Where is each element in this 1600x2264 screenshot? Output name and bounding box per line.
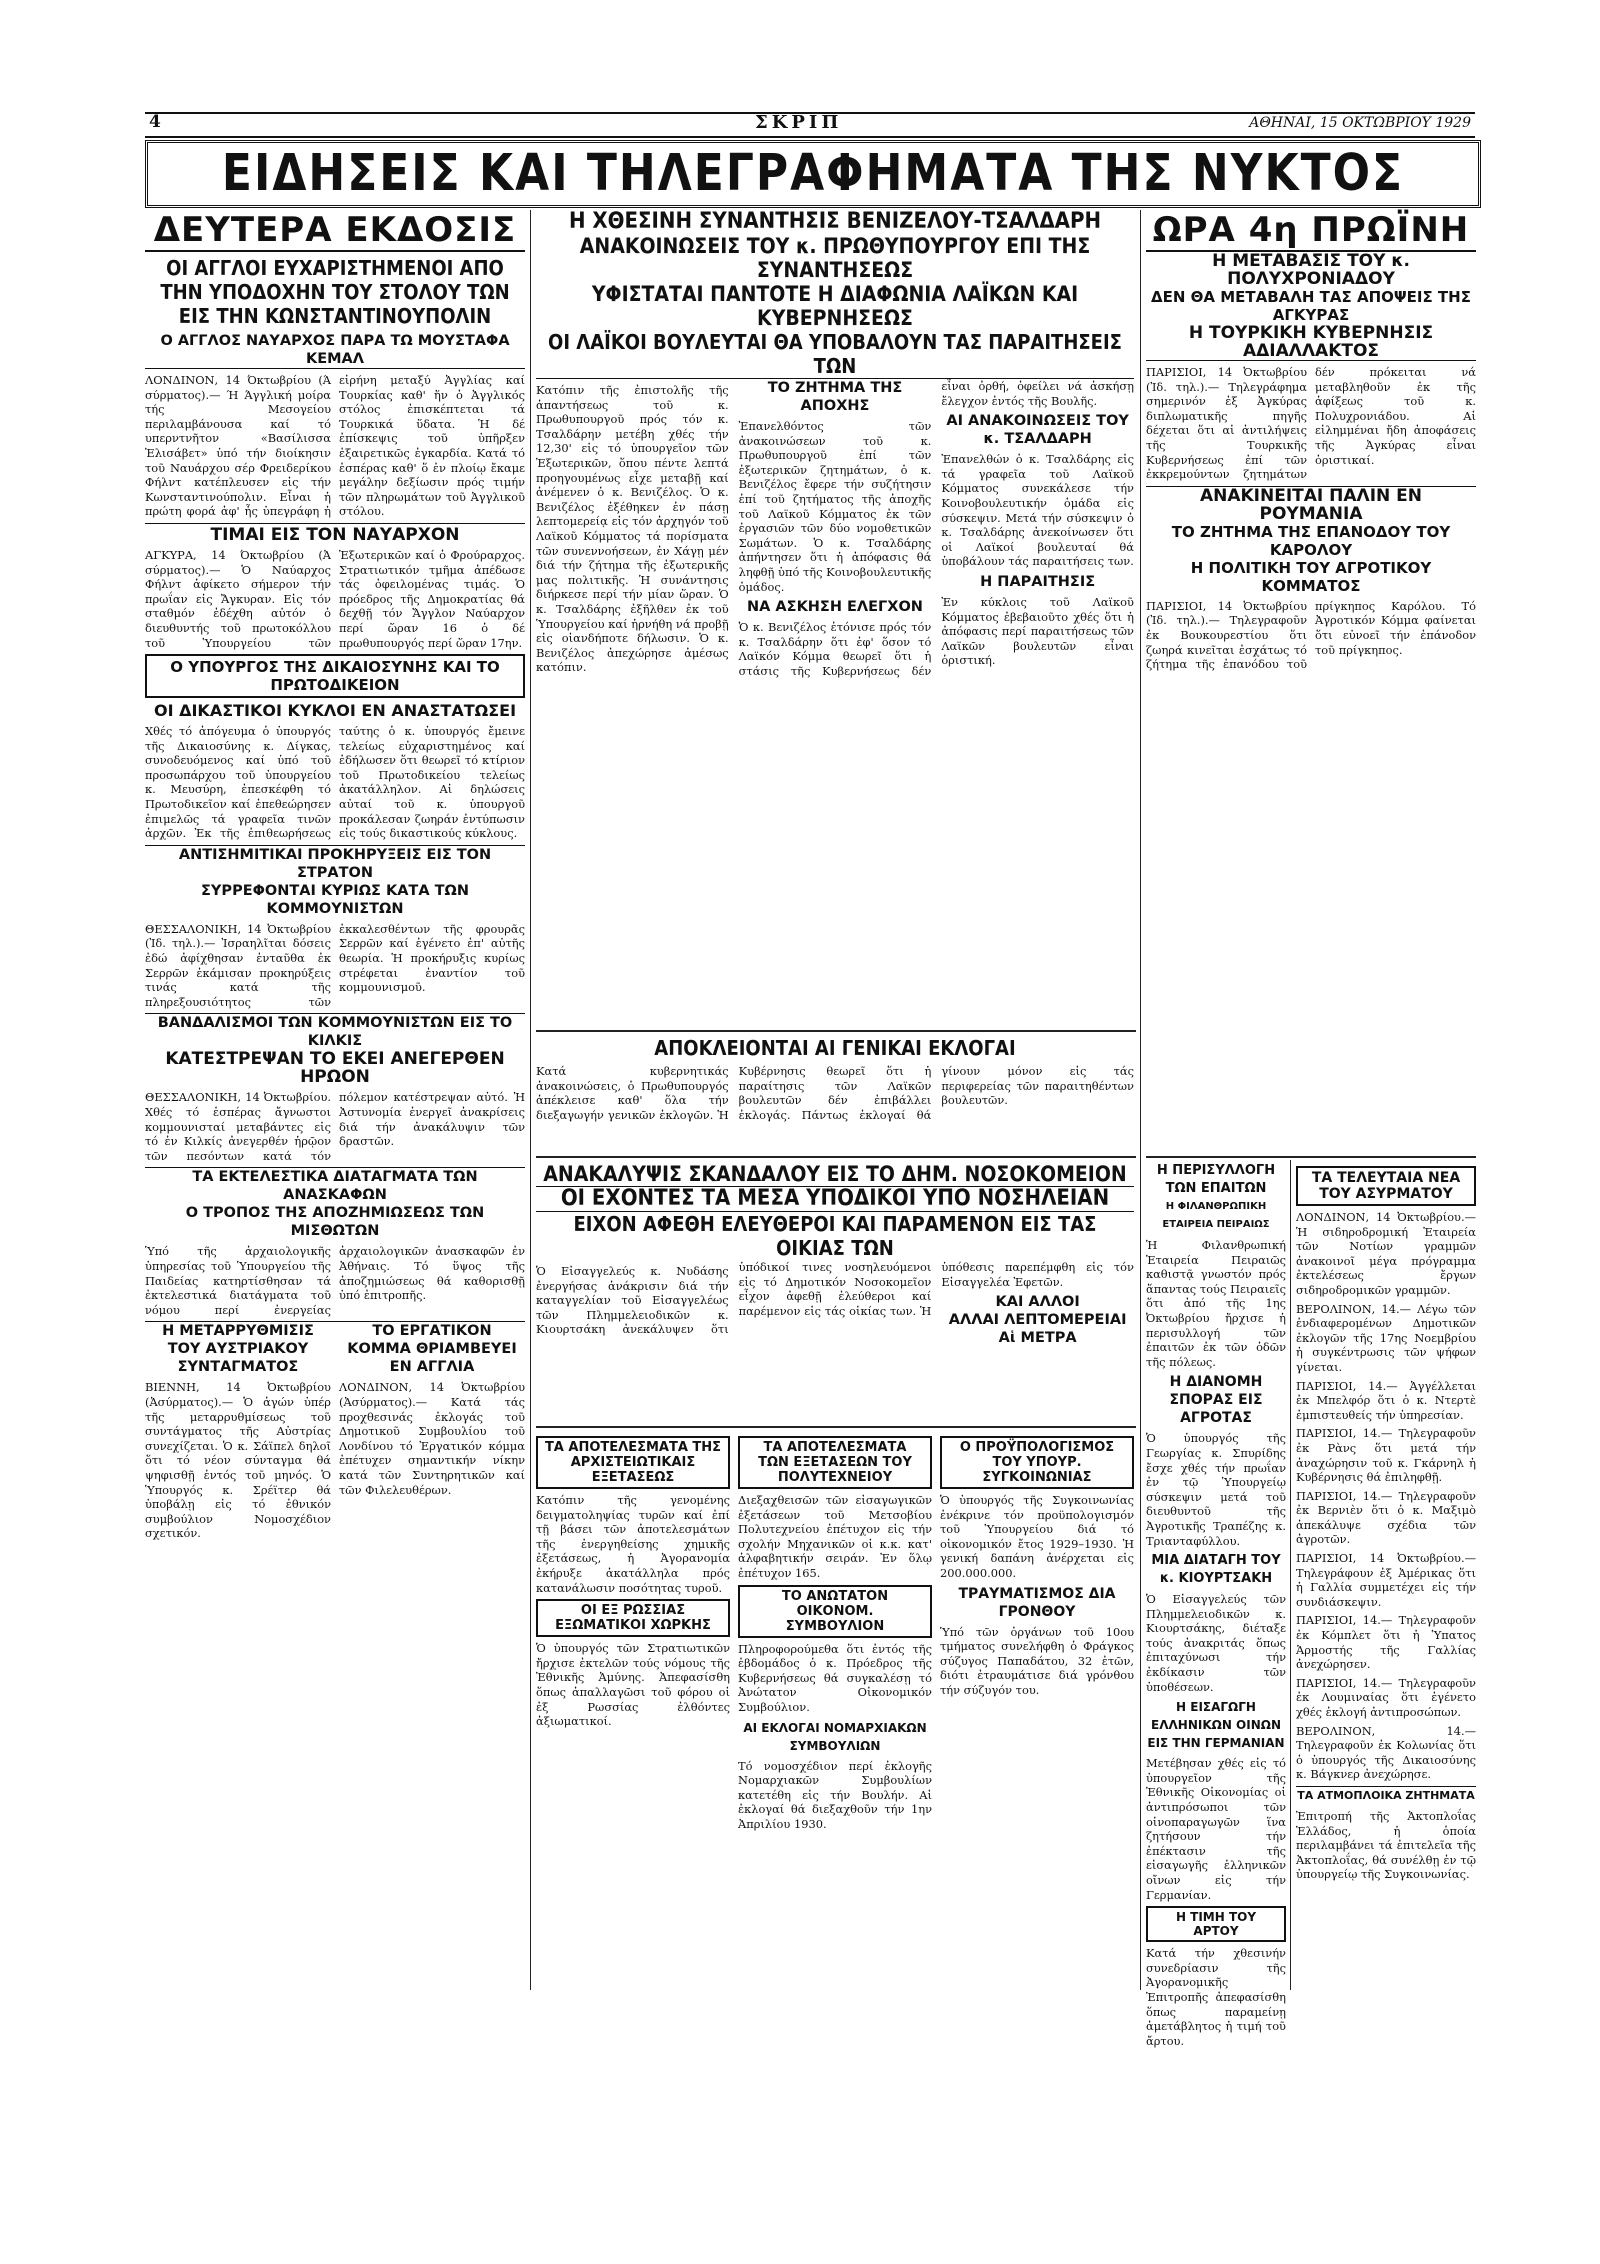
article-text: Ἐπανελθόντος τῶν ἀνακοινώσεων τοῦ κ. Πρωθυπουργοῦ ἐπί τῶν ἐξωτερικῶν ζητημάτων, ὁ κ. Βενιζέλος ἔφερε τήν συζήτησιν ἐπί τοῦ ζητήματος τῆς ἀποχῆς τοῦ Λαϊκοῦ Κόμματος ἐκ τῶν ἐργασιῶν τῶν δύο νομοθετικῶν Σωμάτων. Ὁ κ. Τσαλδάρης ἀπήντησεν ὅτι ἡ ἀπόφασις θά ληφθῇ ὑπό τῆς Κοινοβουλευτικῆς ὁμάδος. <box>738 419 932 594</box>
headline: Η ΜΕΤΑΒΑΣΙΣ ΤΟΥ κ. ΠΟΛΥΧΡΟΝΙΑΔΟΥ <box>1212 251 1410 289</box>
article-text: Πληροφορούμεθα ὅτι ἐντός τῆς ἑβδομάδος ὁ κ. Πρόεδρος τῆς Κυβερνήσεως θά συγκαλέσῃ τό Ἀνώτατον Οἰκονομικόν Συμβούλιον. <box>738 1641 932 1714</box>
headline: ΑΙ ΕΚΛΟΓΑΙ ΝΟΜΑΡΧΙΑΚΩΝ ΣΥΜΒΟΥΛΙΩΝ <box>743 1720 927 1753</box>
subheadline: ΟΙ ΛΑΪΚΟΙ ΒΟΥΛΕΥΤΑΙ ΘΑ ΥΠΟΒΑΛΟΥΝ ΤΑΣ ΠΑΡΑΙΤΗΣΕΙΣ ΤΩΝ <box>536 330 1134 379</box>
paper-name: ΣΚΡΙΠ <box>755 112 843 133</box>
article-text: Τό νομοσχέδιον περί ἐκλογῆς Νομαρχιακῶν Συμβουλίων κατετέθη εἰς τήν Βουλήν. Αἱ ἐκλογαί θά διεξαχθοῦν τήν 1ην Ἀπριλίου 1930. <box>738 1758 932 1831</box>
article-text: ΒΕΡΟΛΙΝΟΝ, 14.— Τηλεγραφοῦν ἐκ Κολωνίας ὅτι ὁ ὑπουργός τῆς Δικαιοσύνης κ. Βάγκνερ ἀνεχώρησε. <box>1296 1723 1476 1782</box>
issue-date: ΑΘΗΝΑΙ, 15 ΟΚΤΩΒΡΙΟΥ 1929 <box>1249 115 1471 131</box>
article-text: Κατόπιν τῆς γενομένης δειγματοληψίας τυρῶν καί ἐπί τῇ βάσει τῶν ἀποτελεσμάτων τῆς ἐνεργηθείσης χημικῆς ἐξετάσεως, ἡ Ἀγορανομία ἐκήρυξε ἀκατάλληλα πρός κατανάλωσιν ποσότητας τυροῦ. <box>536 1493 730 1595</box>
article-text: Κατά κυβερνητικάς ἀνακοινώσεις, ὁ Πρωθυπουργός ἀπέκλεισε καθ' ὅλα τήν διεξαγωγήν γενικῶν ἐκλογῶν. Ἡ Κυβέρνησις θεωρεῖ ὅτι ἡ παραίτησις τῶν Λαϊκῶν βουλευτῶν δέν ἐπιβάλλει ἐκλογάς. Πάντως ἐκλογαί θά γίνουν μόνον εἰς τάς περιφερείας τῶν παραιτηθέντων βουλευτῶν. <box>536 1064 1134 1122</box>
article-text: ΒΙΕΝΝΗ, 14 Ὀκτωβρίου (Ἀσύρματος).— Ὁ ἀγών ὑπέρ τῆς μεταρρυθμίσεως τοῦ συντάγματος τῆς Αὐστρίας συνεχίζεται. Ὁ κ. Σάϊπελ δηλοῖ ὅτι τό νέον σύνταγμα θά ψηφισθῇ ἐντός τοῦ μηνός. Ὁ Ὑπουργός κ. Σρέϊτερ θά ὑποβάλῃ εἰς τό ἐθνικόν συμβούλιον Νομοσχέδιον σχετικόν. <box>145 1380 331 1541</box>
column-right-lower <box>1146 1162 1286 2048</box>
headline-box: Ο ΥΠΟΥΡΓΟΣ ΤΗΣ ΔΙΚΑΙΟΣΥΝΗΣ ΚΑΙ ΤΟ ΠΡΩΤΟΔΙΚΕΙΟΝ <box>145 654 525 698</box>
article-text: ΠΑΡΙΣΙΟΙ, 14 Ὀκτωβρίου (Ἰδ. τηλ.).— Τηλεγραφοῦν ἐκ Βουκουρεστίου ὅτι ζωηρά κινεῖται ἐσχάτως τό ζήτημα τῆς ἐπανόδου τοῦ πρίγκηπος Καρόλου. Τό Ἀγροτικόν Κόμμα φαίνεται ὅτι εὐνοεῖ τήν ἐπάνοδον τοῦ πρίγκηπος. <box>1146 598 1476 672</box>
headline: ΑΛΛΑΙ ΛΕΠΤΟΜΕΡΕΙΑΙ <box>948 1312 1127 1329</box>
subheadline: ΟΙ ΕΧΟΝΤΕΣ ΤΑ ΜΕΣΑ ΥΠΟΔΙΚΟΙ ΥΠΟ ΝΟΣΗΛΕΙΑΝ <box>536 1186 1134 1212</box>
subheadline: Η ΤΟΥΡΚΙΚΗ ΚΥΒΕΡΝΗΣΙΣ ΑΔΙΑΛΛΑΚΤΟΣ <box>1146 324 1476 361</box>
article-text: Ὑπό τῆς ἀρχαιολογικῆς ὑπηρεσίας τοῦ Ὑπουργείου τῆς Παιδείας κατηρτίσθησαν τά ἐκτελεστικά διατάγματα τοῦ νόμου περί ἐνεργείας ἀρχαιολογικῶν ἀνασκαφῶν ἐν Ἀθήναις. Τό ὕψος τῆς ἀποζημιώσεως θά καθορισθῇ ὑπό ἐπιτροπῆς. <box>145 1244 525 1317</box>
article-text: Ὁ ὑπουργός τῆς Συγκοινωνίας ἐνέκρινε τόν προϋπολογισμόν τοῦ Ὑπουργείου διά τό οἰκονομικόν ἔτος 1929–1930. Ἡ γενική δαπάνη ἀνέρχεται εἰς 200.000.000. <box>940 1493 1134 1580</box>
headline: Η ΜΕΤΑΡΡΥΘΜΙΣΙΣ ΤΟΥ ΑΥΣΤΡΙΑΚΟΥ ΣΥΝΤΑΓΜΑΤΟΣ <box>162 1323 314 1376</box>
headline: ΜΙΑ ΔΙΑΤΑΓΗ ΤΟΥ κ. ΚΙΟΥΡΤΣΑΚΗ <box>1151 1553 1281 1587</box>
subheadline: Η ΠΟΛΙΤΙΚΗ ΤΟΥ ΑΓΡΟΤΙΚΟΥ ΚΟΜΜΑΤΟΣ <box>1190 558 1432 595</box>
main-banner <box>145 140 1481 208</box>
article-text: Κατόπιν τῆς ἐπιστολῆς τῆς ἀπαντήσεως τοῦ κ. Πρωθυπουργοῦ πρός τόν κ. Τσαλδάρην μετέβη χθές τήν 12,30' εἰς τό ὑπουργεῖον τῶν Ἐξωτερικῶν, ὅπου πέντε λεπτά προηγουμένως εἶχε μεταβῇ καί ἀνέμενεν ὁ κ. Βενιζέλος. Ὁ κ. Βενιζέλος ἐξέθηκεν ἐν πάσῃ λεπτομερείᾳ εἰς τόν ἀρχηγόν τοῦ Λαϊκοῦ Κόμματος τά πορίσματα τῶν συνεννοήσεων, ἐν Χάγῃ μέν διά τήν ζήτημα τῆς ἐξωτερικῆς μας πολιτικῆς. Ἡ συνάντησις διήρκεσε περί τήν μίαν ὥραν. Ὁ κ. Τσαλδάρης ἐξῆλθεν ἐκ τοῦ Ὑπουργείου καί ἠρνήθη νά προβῇ εἰς οἱανδήποτε δήλωσιν. Ὁ κ. Βενιζέλος ἀπεχώρησε ἀμέσως κατόπιν. <box>536 383 729 675</box>
article-text: ΠΑΡΙΣΙΟΙ, 14.— Τηλεγραφοῦν ἐκ Βερνιὲν ὅτι ὁ κ. Μαξιμὸ ἀπεκάλυψε σχέδια τῶν ἀγροτῶν. <box>1296 1488 1476 1547</box>
headline: Αἱ ΜΕΤΡΑ <box>998 1330 1077 1347</box>
article-columns <box>536 1260 1134 1347</box>
section-rule <box>536 1426 1136 1428</box>
article-text: ΠΑΡΙΣΙΟΙ, 14 Ὀκτωβρίου (Ἰδ. τηλ.).— Τηλεγράφημα σημερινόν ἐξ Ἀγκύρας διπλωματικῆς πηγῆς δέχεται ὅτι αἱ ἀντιλήψεις τῆς Τουρκικῆς Κυβερνήσεως ἐπί τῶν ἐκκρεμούντων ζητημάτων δέν πρόκειται νά μεταβληθοῦν ἐκ τῆς ἀφίξεως τοῦ κ. Πολυχρονιάδου. Αἱ εἰλημμέναι ἤδη ἀποφάσεις τῆς Ἀγκύρας εἶναι ὁριστικαί. <box>1146 365 1476 482</box>
headline: ΑΝΑΚΑΛΥΨΙΣ ΣΚΑΝΔΑΛΟΥ ΕΙΣ ΤΟ ΔΗΜ. ΝΟΣΟΚΟΜΕΙΟΝ <box>543 1162 1127 1186</box>
headline-box: ΤΑ ΑΠΟΤΕΛΕΣΜΑΤΑ ΤΗΣ ΑΡΧΙΣΤΕΙΩΤΙΚΑΙΣ ΕΞΕΤΑΣΕΩΣ <box>536 1436 730 1489</box>
article-text: ΛΟΝΔΙΝΟΝ, 14 Όκτωβρίου (Ά σύρματος).— Ή Άγγλική μοίρα τής Μεσογείου περιλαμβάνουσα καί τό υπερντνῆτον «Βασίλισσα Ἐλισάβετ» ὑπό τήν διοίκησιν τοῦ Ναυάρχου σέρ Φρειδερίκου Φήλντ κατέπλευσεν εἰς τήν Κωνσταντινούπολιν. Εἶναι ἡ πρώτη φορά ἀφ' ἧς ὑπεγράφη ἡ εἰρήνη μεταξύ Ἀγγλίας καί Τουρκίας καθ' ἥν ὁ Ἀγγλικός στόλος ἐπισκέπτεται τά Τουρκικά ὕδατα. Ἡ δέ ἐπίσκεψις τοῦ ὑπῆρξεν ἐξαιρετικῶς ἐγκαρδία. Κατά τό ἑσπέρας καθ' ὅ ἐν πλοίῳ ἔκαμε μεγάλην δεξίωσιν πρός τιμήν τῶν πληρωμάτων τοῦ Ἀγγλικοῦ στόλου. <box>145 373 525 519</box>
headline-box: Ο ΠΡΟΫΠΟΛΟΓΙΣΜΟΣ ΤΟΥ ΥΠΟΥΡ. ΣΥΓΚΟΙΝΩΝΙΑΣ <box>940 1436 1134 1489</box>
section-rule <box>536 1030 1136 1032</box>
article-text: ΑΓΚΥΡΑ, 14 Όκτωβρίου (Ἀ σύρματος).— Ὁ Ναύαρχος Φήλντ ἀφίκετο σήμερον τήν πρωΐαν εἰς Ἄγκυραν. Εἰς τόν σταθμόν ἐδέχθη αὐτόν ὁ διευθυντής τοῦ πρωτοκόλλου τοῦ Ὑπουργείου τῶν Ἐξωτερικῶν καί ὁ Φρούραρχος. Στρατιωτικόν τμῆμα ἀπέδωσε τάς ὀφειλομένας τιμάς. Ὁ πρόεδρος τῆς Δημοκρατίας θά δεχθῇ τόν Ἄγγλον Ναύαρχον περί ὥραν 16 ὁ δέ πρωθυπουργός περί ὥραν 17ην. <box>145 547 525 650</box>
headline: ΤΡΑΥΜΑΤΙΣΜΟΣ ΔΙΑ ΓΡΟΝΘΟΥ <box>958 1585 1116 1620</box>
main-title: ΕΙΔΗΣΕΙΣ ΚΑΙ ΤΗΛΕΓΡΑΦΗΜΑΤΑ ΤΗΣ ΝΥΚΤΟΣ <box>221 144 1405 203</box>
article-columns <box>536 379 1134 679</box>
article-text: Ὁ Εἰσαγγελεύς κ. Νυδάσης ἐνεργήσας ἀνάκρισιν διά τήν καταγγελίαν τοῦ Εἰσαγγελέως τῶν Πλημμελειοδικῶν κ. Κιουρτσάκη ἀνεκάλυψεν ὅτι ὑπόδικοί τινες νοσηλευόμενοι εἰς τό Δημοτικόν Νοσοκομεῖον εἶχον ἀφεθῇ ἐλεύθεροι καί παρέμενον εἰς τάς οἰκίας των. Ἡ ὑπόθεσις παρεπέμφθη εἰς τόν Εἰσαγγελέα Ἐφετῶν. <box>536 1260 1134 1337</box>
article-text: Ὁ ὑπουργός τῆς Γεωργίας κ. Σπυρίδης ἔσχε χθές τήν πρωΐαν ἐν τῷ Ὑπουργείῳ σύσκεψιν μετά τοῦ διευθυντοῦ τῆς Ἀγροτικῆς Τραπέζης κ. Τριανταφύλλου. <box>1146 1431 1286 1548</box>
section-rule <box>1146 1156 1476 1158</box>
headline: ΤΟ ΕΡΓΑΤΙΚΟΝ ΚΟΜΜΑ ΘΡΙΑΜΒΕΥΕΙ ΕΝ ΑΓΓΛΙΑ <box>347 1323 517 1376</box>
subheadline: ΑΝΑΚΟΙΝΩΣΕΙΣ ΤΟΥ κ. ΠΡΩΘΥΠΟΥΡΓΟΥ ΕΠΙ ΤΗΣ ΣΥΝΑΝΤΗΣΕΩΣ <box>579 234 1091 282</box>
article-text: ΠΑΡΙΣΙΟΙ, 14.— Τηλεγραφοῦν ἐκ Ρὰνς ὅτι μετά τήν ἀναχώρησιν τοῦ κ. Γκάρνηλ ἡ Κυβέρνησις θά ἐπιληφθῇ. <box>1296 1426 1476 1485</box>
edition-title: ΔΕΥΤΕΡΑ ΕΚΔΟΣΙΣ <box>145 210 525 252</box>
headline: Η ΠΑΡΑΙΤΗΣΙΣ <box>980 573 1096 590</box>
headline: Η ΕΙΣΑΓΩΓΗ ΕΛΛΗΝΙΚΩΝ ΟΙΝΩΝ ΕΙΣ ΤΗΝ ΓΕΡΜΑΝΙΑΝ <box>1147 1700 1285 1751</box>
column-rule <box>1290 1160 1291 1990</box>
column-center-middle <box>536 1036 1134 1156</box>
column-far-right <box>1296 1162 1476 1992</box>
column-left <box>145 210 525 1990</box>
headline: ΤΙΜΑΙ ΕΙΣ ΤΟΝ ΝΑΥΑΡΧΟΝ <box>145 523 525 544</box>
headline-box: ΤΑ ΤΕΛΕΥΤΑΙΑ ΝΕΑ ΤΟΥ ΑΣΥΡΜΑΤΟΥ <box>1296 1166 1476 1206</box>
headline-box: Η ΤΙΜΗ ΤΟΥ ΑΡΤΟΥ <box>1146 1906 1286 1942</box>
article-text: Ὁ ὑπουργός τῶν Στρατιωτικῶν ἤρχισε ἐκτελῶν τούς νόμους τῆς Ἐθνικῆς Ἀμύνης. Ἀπεφασίσθη ὅπως ἀπαλλαγῶσι τοῦ φόρου οἱ ἐξ Ρωσσίας ἐλθόντες ἀξιωματικοί. <box>536 1641 730 1729</box>
headline: ΟΙ ΑΓΓΛΟΙ ΕΥΧΑΡΙΣΤΗΜΕΝΟΙ ΑΠΟ ΤΗΝ ΥΠΟΔΟΧΗΝ ΤΟΥ ΣΤΟΛΟΥ ΤΩΝ ΕΙΣ ΤΗΝ ΚΩΝΣΤΑΝΤΙΝΟΥΠΟΛΙΝ <box>160 256 510 328</box>
section-rule <box>536 1156 1136 1158</box>
article-text: Ὑπό τῶν ὀργάνων τοῦ 10ου τμήματος συνελήφθη ὁ Φράγκος σύζυγος Παπαδάτου, 32 ἐτῶν, διότι ἐτραυμάτισε διά γρόνθου τήν σύζυγόν του. <box>940 1624 1134 1697</box>
article-text: ΠΑΡΙΣΙΟΙ, 14.— Τηλεγραφοῦν ἐκ Λουμιναίας ὅτι ἐγένετο χθές ἐκλογή ἀντιπροσώπων. <box>1296 1675 1476 1719</box>
article-text: ΠΑΡΙΣΙΟΙ, 14.— Τηλεγραφοῦν ἐκ Κόμπλετ ὅτι ἡ Ὑπατος Ἁρμοστής τῆς Γαλλίας ἀνεχώρησεν. <box>1296 1613 1476 1672</box>
subheadline: ΟΙ ΔΙΚΑΣΤΙΚΟΙ ΚΥΚΛΟΙ ΕΝ ΑΝΑΣΤΑΤΩΣΕΙ <box>153 701 517 721</box>
subheadline: ΚΑΤΕΣΤΡΕΨΑΝ ΤΟ ΕΚΕΙ ΑΝΕΓΕΡΘΕΝ ΗΡΩΟΝ <box>165 1049 505 1088</box>
bottom-pair <box>145 1321 525 1545</box>
headline-box: ΟΙ ΕΞ ΡΩΣΣΙΑΣ ΕΞΩΜΑΤΙΚΟΙ ΧΩΡΚΗΣ <box>536 1599 730 1637</box>
article-text: ΘΕΣΣΑΛΟΝΙΚΗ, 14 Ὀκτωβρίου (Ἰδ. τηλ.).— Ἰσραηλῖται δόσεις ἐδώ ἀφίχθησαν ἐνταῦθα ἐκ Σερρῶν ἐκάμισαν προκηρύξεις τινάς κατά τῆς πληρεξουσιότητος τῶν ἐκκαλεσθέντων τῆς φρουρᾶς Σερρῶν καί ἐγένετο ἐπ' αὐτῆς θεωρία. Ἡ προκήρυξις κυρίως στρέφεται ἐναντίον τοῦ κομμουνισμοῦ. <box>145 921 525 1009</box>
article-text: Διεξαχθεισῶν τῶν εἰσαγωγικῶν ἐξετάσεων τοῦ Μετσοβίου Πολυτεχνείου ἐπέτυχον εἰς τήν σχολήν Μηχανικῶν οἱ κ.κ. κατ' ἀλφαβητικήν σειράν. Ἐν ὅλῳ ἐπέτυχον 165. <box>738 1493 932 1580</box>
subheadline: ΣΥΡΡΕΦΟΝΤΑΙ ΚΥΡΙΩΣ ΚΑΤΑ ΤΩΝ ΚΟΜΜΟΥΝΙΣΤΩΝ <box>201 882 469 917</box>
headline: Η ΔΙΑΝΟΜΗ ΣΠΟΡΑΣ ΕΙΣ ΑΓΡΟΤΑΣ <box>1169 1374 1263 1427</box>
subheadline: ΤΟ ΖΗΤΗΜΑ ΤΗΣ ΕΠΑΝΟΔΟΥ ΤΟΥ ΚΑΡΟΛΟΥ <box>1171 522 1451 559</box>
article-text: Ὁ κ. Βενιζέλος ἐτόνισε πρός τόν κ. Τσαλδάρην ὅτι ἐφ' ὅσον τό Λαϊκόν Κόμμα θεωρεῖ ὅτι ἡ στάσις τῆς Κυβερνήσεως δέν εἶναι ὀρθή, ὀφείλει νά ἀσκήσῃ ἔλεγχον ἐντός τῆς Βουλῆς. <box>738 379 1134 678</box>
article-text: Ἐπιτροπή τῆς Ἀκτοπλοΐας Ἑλλάδος, ἡ ὁποία περιλαμβάνει τά ἐπιτελεῖα τῆς Ἀκτοπλοΐας, θά συνέλθῃ ἐν τῷ ὑπουργείῳ τῆς Συγκοινωνίας. <box>1296 1808 1476 1882</box>
headline: ΤΟ ΖΗΤΗΜΑ ΤΗΣ ΑΠΟΧΗΣ <box>767 380 903 414</box>
headline: Η ΧΘΕΣΙΝΗ ΣΥΝΑΝΤΗΣΙΣ ΒΕΝΙΖΕΛΟΥ-ΤΣΑΛΔΑΡΗ <box>568 209 1102 234</box>
headline: ΑΙ ΑΝΑΚΟΙΝΩΣΕΙΣ ΤΟΥ κ. ΤΣΑΛΔΑΡΗ <box>946 413 1129 448</box>
article-text: ΠΑΡΙΣΙΟΙ, 14.— Ἀγγέλλεται ἐκ Μπελφόρ ὅτι ὁ κ. Ντερτὲ ἐμπιστευθείς τήν ὑπηρεσίαν. <box>1296 1378 1476 1422</box>
article-text: ΒΕΡΟΛΙΝΟΝ, 14.— Λέγω τῶν ἐνδιαφερομένων Δημοτικῶν ἐκλογῶν τῆς 17ης Νοεμβρίου ἡ συγκέντρωσις τῶν ψήφων γίνεται. <box>1296 1301 1476 1374</box>
column-center-top <box>536 210 1134 1030</box>
headline: ΑΠΟΚΛΕΙΟΝΤΑΙ ΑΙ ΓΕΝΙΚΑΙ ΕΚΛΟΓΑΙ <box>654 1036 1016 1060</box>
column-rule <box>530 210 531 1990</box>
headline-box: ΤΟ ΑΝΩΤΑΤΟΝ ΟΙΚΟΝΟΜ. ΣΥΜΒΟΥΛΙΟΝ <box>738 1585 932 1638</box>
headline: ΒΑΝΔΑΛΙΣΜΟΙ ΤΩΝ ΚΟΜΜΟΥΝΙΣΤΩΝ ΕΙΣ ΤΟ ΚΙΛΚΙΣ <box>145 1013 525 1050</box>
subheadline: Η ΦΙΛΑΝΘΡΩΠΙΚΗ ΕΤΑΙΡΕΙΑ ΠΕΙΡΑΙΩΣ <box>1162 1201 1270 1230</box>
subheadline: ΕΙΧΟΝ ΑΦΕΘΗ ΕΛΕΥΘΕΡΟΙ ΚΑΙ ΠΑΡΑΜΕΝΟΝ ΕΙΣ ΤΑΣ ΟΙΚΙΑΣ ΤΩΝ <box>573 1212 1097 1260</box>
article-text: Ἐπανελθών ὁ κ. Τσαλδάρης εἰς τά γραφεῖα τοῦ Λαϊκοῦ Κόμματος συνεκάλεσε τήν Κοινοβουλευτικήν ὁμάδα εἰς σύσκεψιν. Μετά τήν σύσκεψιν ὁ κ. Τσαλδάρης ἀνεκοίνωσεν ὅτι οἱ Λαϊκοί βουλευταί θά ὑποβάλουν τάς παραιτήσεις των. <box>941 452 1134 569</box>
article-text: ΘΕΣΣΑΛΟΝΙΚΗ, 14 Ὀκτωβρίου. Χθές τό ἑσπέρας ἄγνωστοι κομμουνισταί μεταβάντες εἰς τό ἐν Κιλκίς ἀνεγερθέν ἡρῷον τῶν πεσόντων κατά τόν πόλεμον κατέστρεψαν αὐτό. Ἡ Ἀστυνομία ἐνεργεῖ ἀνακρίσεις διά τήν ἀνακάλυψιν τῶν δραστῶν. <box>145 1090 525 1163</box>
column-rule <box>1140 210 1141 1990</box>
column-center-bottom <box>536 1432 1134 1992</box>
article-text: Ἡ Φιλανθρωπική Ἑταιρεία Πειραιῶς καθιστᾷ γνωστόν πρός ἅπαντας τούς Πειραιεῖς ὅτι ἀπό τῆς 1ης Ὀκτωβρίου ἤρχισε ἡ περισυλλογή τῶν ἐπαιτῶν ἐκ τῶν ὁδῶν τῆς πόλεως. <box>1146 1238 1286 1369</box>
column-right-top <box>1146 210 1476 1160</box>
article-text: Ὁ Εἰσαγγελεύς τῶν Πλημμελειοδικῶν κ. Κιουρτσάκης, διέταξε τούς ἀνακριτάς ὅπως ἐπιταχύνωσι τήν ἐκδίκασιν τῶν ὑποθέσεων. <box>1146 1592 1286 1694</box>
column-center-scandal <box>536 1162 1134 1424</box>
top-rule-bar <box>145 112 1475 138</box>
subheadline: Ο ΑΓΓΛΟΣ ΝΑΥΑΡΧΟΣ ΠΑΡΑ ΤΩ ΜΟΥΣΤΑΦΑ ΚΕΜΑΛ <box>145 332 525 369</box>
headline: ΤΑ ΑΤΜΟΠΛΟΙΚΑ ΖΗΤΗΜΑΤΑ <box>1296 1786 1476 1805</box>
article-text: ΛΟΝΔΙΝΟΝ, 14 Ὀκτωβρίου (Ἀσύρματος).— Κατά τάς προχθεσινάς ἐκλογάς τοῦ Δημοτικοῦ Συμβουλίου τοῦ Λονδίνου τό Ἐργατικόν κόμμα ἐπέτυχεν σημαντικήν νίκην κατά τῶν Συντηρητικῶν καί τῶν Φιλελευθέρων. <box>339 1380 525 1497</box>
headline: ΑΝΤΙΣΗΜΙΤΙΚΑΙ ΠΡΟΚΗΡΥΞΕΙΣ ΕΙΣ ΤΟΝ ΣΤΡΑΤΟΝ <box>145 845 525 882</box>
article-text: ΠΑΡΙΣΙΟΙ, 14 Ὀκτωβρίου.— Τηλεγράφουν ἐξ Ἀμέρικας ὅτι ἡ Γαλλία συμμετέχει εἰς τήν συνδιάσκεψιν. <box>1296 1551 1476 1609</box>
article-text: Κατά τήν χθεσινήν συνεδρίασιν τῆς Ἀγορανομικῆς Ἐπιτροπῆς ἀπεφασίσθη ὅπως παραμείνῃ ἀμετάβλητος ἡ τιμή τοῦ ἄρτου. <box>1146 1946 1286 2048</box>
subheadline: ΥΦΙΣΤΑΤΑΙ ΠΑΝΤΟΤΕ Η ΔΙΑΦΩΝΙΑ ΛΑΪΚΩΝ ΚΑΙ ΚΥΒΕΡΝΗΣΕΩΣ <box>591 282 1079 330</box>
headline: ΝΑ ΑΣΚΗΣΗ ΕΛΕΓΧΟΝ <box>747 599 923 616</box>
headline: Η ΠΕΡΙΣΥΛΛΟΓΗ ΤΩΝ ΕΠΑΙΤΩΝ <box>1156 1163 1276 1196</box>
headline: ΤΑ ΕΚΤΕΛΕΣΤΙΚΑ ΔΙΑΤΑΓΜΑΤΑ ΤΩΝ ΑΝΑΣΚΑΦΩΝ <box>145 1167 525 1204</box>
page-number: 4 <box>149 112 161 132</box>
headline: ΑΝΑΚΙΝΕΙΤΑΙ ΠΑΛΙΝ ΕΝ ΡΟΥΜΑΝΙΑ <box>1146 486 1476 523</box>
headline-box: ΤΑ ΑΠΟΤΕΛΕΣΜΑΤΑ ΤΩΝ ΕΞΕΤΑΣΕΩΝ ΤΟΥ ΠΟΛΥΤΕΧΝΕΙΟΥ <box>738 1436 932 1489</box>
late-edition-title: ΩΡΑ 4η ΠΡΩΪΝΗ <box>1146 210 1476 252</box>
subheadline: ΔΕΝ ΘΑ ΜΕΤΑΒΑΛΗ ΤΑΣ ΑΠΟΨΕΙΣ ΤΗΣ ΑΓΚΥΡΑΣ <box>1151 288 1471 324</box>
article-text: Μετέβησαν χθές εἰς τό ὑπουργεῖον τῆς Ἐθνικῆς Οἰκονομίας οἱ ἀντιπρόσωποι τῶν οἰνοπαραγωγῶν ἵνα ζητήσουν τήν ἐπέκτασιν τῆς εἰσαγωγῆς ἑλληνικῶν οἴνων εἰς τήν Γερμανίαν. <box>1146 1756 1286 1902</box>
article-text: Ἐν κύκλοις τοῦ Λαϊκοῦ Κόμματος ἐβεβαιοῦτο χθές ὅτι ἡ ἀπόφασις περί παραιτήσεως τῶν Λαϊκῶν βουλευτῶν εἶναι ὁριστική. <box>941 594 1134 668</box>
article-text: Χθές τό ἀπόγευμα ὁ ὑπουργός τῆς Δικαιοσύνης κ. Δίγκας, συνοδευόμενος καί ὑπό τοῦ προσωπάρχου τοῦ ὑπουργείου κ. Μευσύρη, ἐπεσκέφθη τό Πρωτοδικεῖον καί ἐπεθεώρησεν ἐπιμελῶς τά γραφεῖα τινῶν ἀρχῶν. Ἐκ τῆς ἐπιθεωρήσεως ταύτης ὁ κ. ὑπουργός ἔμεινε τελείως εὐχαριστημένος καί ἐδήλωσεν ὅτι θεωρεῖ τό κτίριον τοῦ Πρωτοδικείου τελείως ἀκατάλληλον. Αἱ δηλώσεις αὐταί τοῦ κ. ὑπουργοῦ προκάλεσαν ζωηράν ἐντύπωσιν εἰς τούς δικαστικούς κύκλους. <box>145 724 525 841</box>
headline: ΚΑΙ ΑΛΛΟΙ <box>995 1294 1080 1311</box>
article-text: ΛΟΝΔΙΝΟΝ, 14 Ὀκτωβρίου.— Ἡ σιδηροδρομική Ἑταιρεία τῶν Νοτίων γραμμῶν ἀνακοινοῖ μέγα πρόγραμμα ἐκτελέσεως ἔργων σιδηροδρομικῶν γραμμῶν. <box>1296 1210 1476 1297</box>
subheadline: Ο ΤΡΟΠΟΣ ΤΗΣ ΑΠΟΖΗΜΙΩΣΕΩΣ ΤΩΝ ΜΙΣΘΩΤΩΝ <box>185 1205 485 1240</box>
